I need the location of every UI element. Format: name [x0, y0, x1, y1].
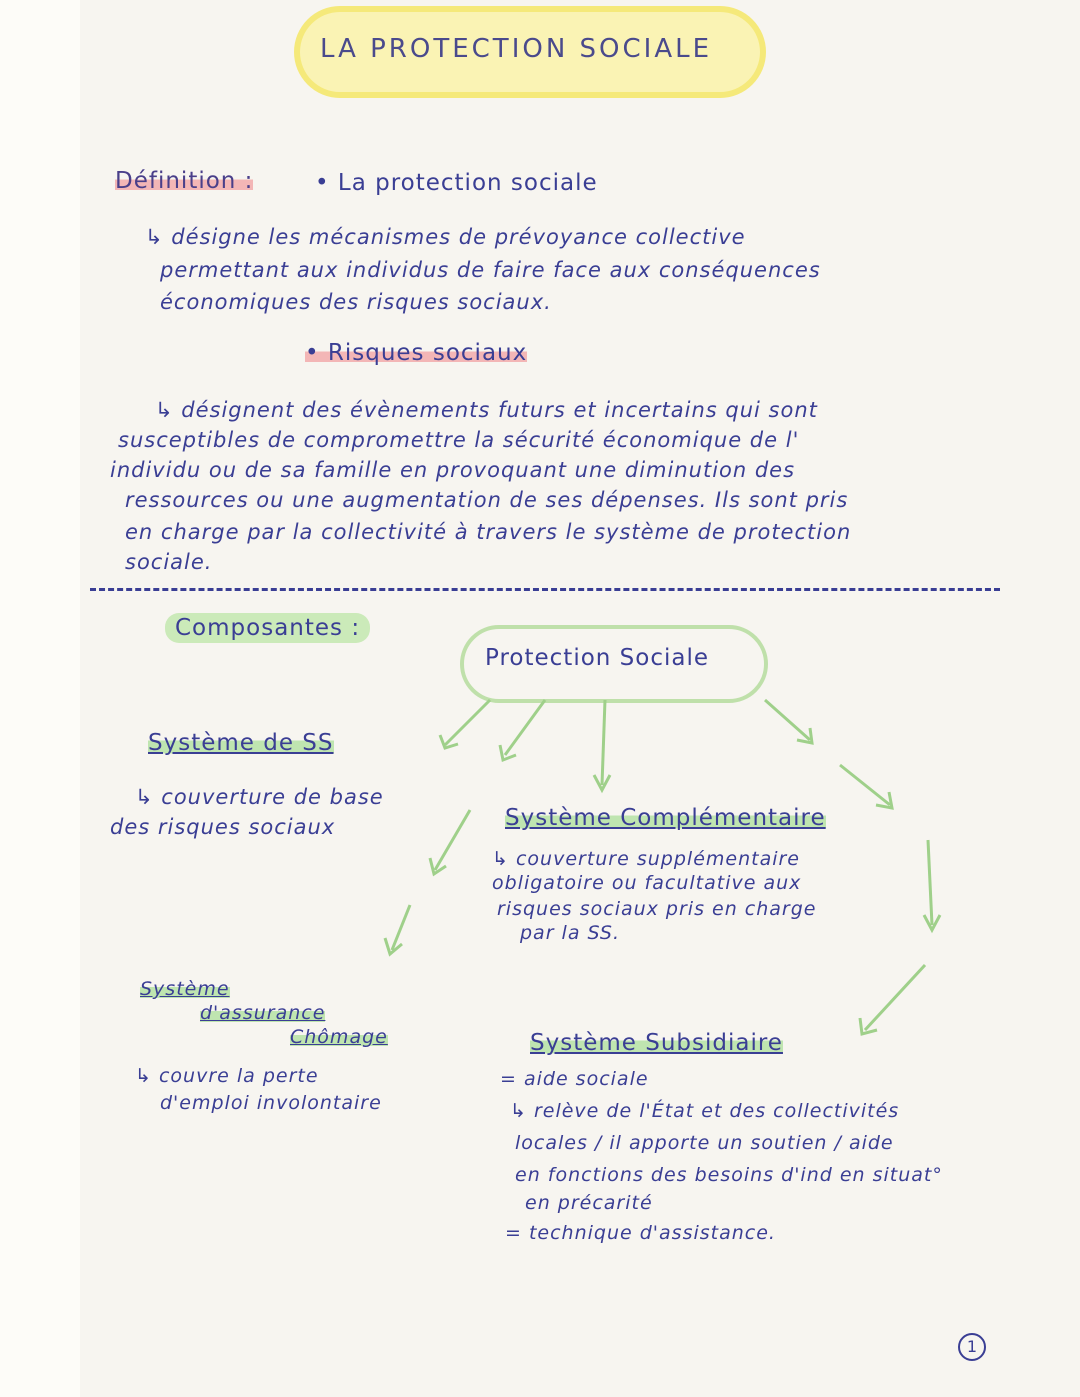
risk-line: sociale. [125, 550, 213, 574]
risk-line: individu ou de sa famille en provoquant une diminution des [110, 458, 796, 482]
definition-line: économiques des risques sociaux. [160, 290, 552, 314]
term-risques-sociaux: • Risques sociaux [305, 340, 528, 366]
ss-title: Système de SS [148, 730, 334, 756]
risk-line: susceptibles de compromettre la sécurité économique de l' [118, 428, 800, 452]
subsidiaire-line: = aide sociale [500, 1068, 649, 1090]
subsidiaire-line: en précarité [525, 1192, 653, 1214]
components-label: Composantes : [165, 613, 370, 643]
subsidiaire-line: locales / il apporte un soutien / aide [515, 1132, 894, 1154]
arrow [445, 700, 490, 745]
chomage-title: Système [140, 978, 230, 1000]
complementaire-title: Système Complémentaire [505, 805, 826, 831]
page-number: 1 [958, 1333, 986, 1361]
subsidiaire-title: Système Subsidiaire [530, 1030, 783, 1056]
complementaire-line: obligatoire ou facultative aux [492, 872, 802, 894]
ss-line: des risques sociaux [110, 815, 336, 839]
definition-label: Définition : [115, 168, 254, 194]
arrow [602, 700, 605, 785]
page-title: LA PROTECTION SOCIALE [320, 34, 713, 64]
risk-line: ressources ou une augmentation de ses dépenses. Ils sont pris [125, 488, 849, 512]
arrow [865, 965, 925, 1030]
subsidiaire-line: ↳ relève de l'État et des collectivités [510, 1100, 900, 1122]
arrow [928, 840, 932, 925]
arrow [840, 765, 890, 805]
chomage-title: d'assurance [200, 1002, 326, 1024]
root-node: Protection Sociale [485, 645, 710, 671]
complementaire-line: ↳ couverture supplémentaire [492, 848, 800, 870]
arrow [505, 700, 545, 755]
subsidiaire-line: = technique d'assistance. [505, 1222, 776, 1244]
ss-line: ↳ couverture de base [135, 785, 384, 809]
chomage-title: Chômage [290, 1026, 388, 1048]
risk-line: ↳ désignent des évènements futurs et incertains qui sont [155, 398, 818, 422]
definition-line: permettant aux individus de faire face aux conséquences [160, 258, 821, 282]
arrow [435, 810, 470, 870]
term-protection-sociale: • La protection sociale [315, 170, 598, 196]
chomage-line: ↳ couvre la perte [135, 1065, 319, 1087]
risk-line: en charge par la collectivité à travers le système de protection [125, 520, 852, 544]
definition-line: ↳ désigne les mécanismes de prévoyance collective [145, 225, 746, 249]
complementaire-line: risques sociaux pris en charge [497, 898, 817, 920]
chomage-line: d'emploi involontaire [160, 1092, 382, 1114]
arrow [765, 700, 810, 740]
complementaire-line: par la SS. [520, 922, 620, 944]
subsidiaire-line: en fonctions des besoins d'ind en situat° [515, 1164, 943, 1186]
